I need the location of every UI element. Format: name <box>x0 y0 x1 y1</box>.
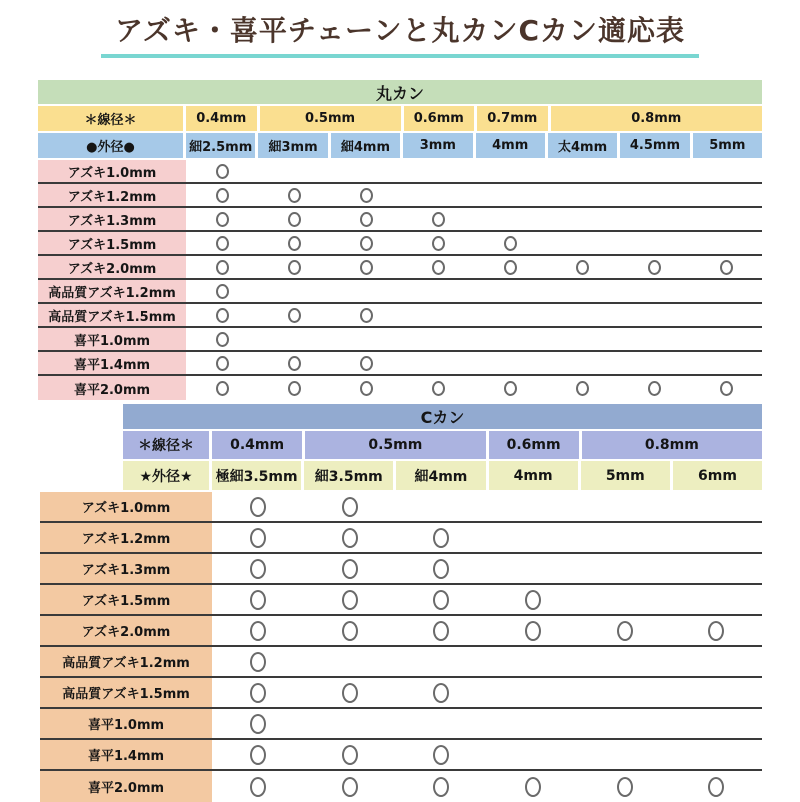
maru-chain-label: アズキ1.0mm <box>38 160 186 182</box>
c-table-row <box>40 585 762 616</box>
maru-chain-label: 高品質アズキ1.5mm <box>38 304 186 326</box>
maru-compat-cell <box>474 280 546 302</box>
c-compat-cell <box>670 771 762 802</box>
compatible-circle-icon <box>288 212 301 227</box>
c-outer-diameter-row <box>123 461 762 490</box>
c-compat-cell <box>579 585 671 614</box>
maru-compat-cell <box>474 232 546 254</box>
compatible-circle-icon <box>708 621 724 641</box>
c-outer-size-cell: 5mm <box>581 461 673 490</box>
compatible-circle-icon <box>250 528 266 548</box>
compatible-circle-icon <box>342 621 358 641</box>
c-compat-cell <box>487 771 579 802</box>
maru-compat-cell <box>258 280 330 302</box>
c-compat-cell <box>304 709 396 738</box>
c-outer-diameter-label: ★外径★ <box>123 461 212 490</box>
c-chain-label: 高品質アズキ1.5mm <box>40 678 212 707</box>
maru-compat-cell <box>618 184 690 206</box>
compatible-circle-icon <box>648 260 661 275</box>
maru-compat-cell <box>546 232 618 254</box>
maru-outer-size-cell: 3mm <box>403 133 475 158</box>
c-wire-diameter-label: ＊線径＊ <box>123 431 212 459</box>
compatible-circle-icon <box>504 236 517 251</box>
compatible-circle-icon <box>360 356 373 371</box>
c-compat-cell <box>487 616 579 645</box>
maru-outer-size-cell: 4mm <box>476 133 548 158</box>
c-compat-cell <box>212 554 304 583</box>
c-chain-label: アズキ1.3mm <box>40 554 212 583</box>
maru-table-row <box>38 232 762 256</box>
c-table-header: Cカン <box>123 404 762 429</box>
compatible-circle-icon <box>525 777 541 797</box>
compatible-circle-icon <box>250 714 266 734</box>
maru-compat-cell <box>402 304 474 326</box>
compatible-circle-icon <box>216 164 229 179</box>
c-compat-cell <box>487 740 579 769</box>
c-compat-cell <box>304 554 396 583</box>
maru-outer-diameter-row <box>38 133 762 158</box>
maru-table-row <box>38 328 762 352</box>
maru-compat-cell <box>618 256 690 278</box>
c-compat-cell <box>395 740 487 769</box>
c-chain-label: 喜平2.0mm <box>40 771 212 802</box>
c-compat-cell <box>487 492 579 521</box>
c-wire-diameter-row <box>123 431 762 459</box>
c-compat-cell <box>395 709 487 738</box>
c-chain-label: アズキ1.5mm <box>40 585 212 614</box>
compatible-circle-icon <box>216 381 229 396</box>
c-compat-cell <box>670 523 762 552</box>
maru-compat-cell <box>474 160 546 182</box>
compatible-circle-icon <box>216 308 229 323</box>
c-wire-size-cell: 0.8mm <box>582 431 762 459</box>
c-compat-cell <box>579 709 671 738</box>
c-chain-label: 喜平1.4mm <box>40 740 212 769</box>
maru-compat-cell <box>186 232 258 254</box>
maru-compat-cell <box>258 376 330 400</box>
maru-compat-cell <box>546 328 618 350</box>
maru-outer-size-cell: 細2.5mm <box>186 133 258 158</box>
compatible-circle-icon <box>250 683 266 703</box>
c-wire-size-cell: 0.6mm <box>489 431 582 459</box>
c-compat-cell <box>670 709 762 738</box>
maru-compat-cell <box>474 256 546 278</box>
compatible-circle-icon <box>250 652 266 672</box>
maru-chain-label: アズキ1.5mm <box>38 232 186 254</box>
maru-chain-label: アズキ1.2mm <box>38 184 186 206</box>
maru-compat-cell <box>186 304 258 326</box>
c-chain-label: アズキ1.2mm <box>40 523 212 552</box>
page-title: アズキ・喜平チェーンと丸カンCカン適応表 <box>101 13 699 58</box>
c-compat-cell <box>670 585 762 614</box>
maru-chain-label: 高品質アズキ1.2mm <box>38 280 186 302</box>
maru-compat-cell <box>690 256 762 278</box>
c-compat-cell <box>670 616 762 645</box>
maru-compat-cell <box>618 280 690 302</box>
maru-wire-size-cell: 0.7mm <box>477 106 551 131</box>
c-compat-cell <box>304 492 396 521</box>
maru-chain-label: アズキ2.0mm <box>38 256 186 278</box>
c-table-row <box>40 616 762 647</box>
maru-compat-cell <box>618 376 690 400</box>
compatible-circle-icon <box>525 621 541 641</box>
maru-compat-cell <box>618 160 690 182</box>
maru-compat-cell <box>258 328 330 350</box>
maru-compat-cell <box>402 184 474 206</box>
c-compat-cell <box>395 771 487 802</box>
maru-compat-cell <box>690 304 762 326</box>
c-compat-cell <box>304 678 396 707</box>
maru-compat-cell <box>618 208 690 230</box>
maru-wire-size-cell: 0.8mm <box>551 106 763 131</box>
maru-compat-cell <box>474 328 546 350</box>
maru-chain-label: 喜平1.4mm <box>38 352 186 374</box>
maru-compat-cell <box>258 352 330 374</box>
c-compat-cell <box>212 616 304 645</box>
compatible-circle-icon <box>216 212 229 227</box>
maru-chain-label: 喜平2.0mm <box>38 376 186 400</box>
maru-chain-label: 喜平1.0mm <box>38 328 186 350</box>
compatible-circle-icon <box>288 260 301 275</box>
compatible-circle-icon <box>617 777 633 797</box>
maru-compat-cell <box>546 160 618 182</box>
c-compat-cell <box>579 678 671 707</box>
maru-table-row <box>38 160 762 184</box>
c-compat-cell <box>670 740 762 769</box>
compatible-circle-icon <box>216 356 229 371</box>
c-compat-cell <box>304 771 396 802</box>
c-chain-label: アズキ1.0mm <box>40 492 212 521</box>
c-compat-cell <box>212 771 304 802</box>
compatible-circle-icon <box>720 381 733 396</box>
c-compat-cell <box>395 492 487 521</box>
c-compat-cell <box>395 678 487 707</box>
maru-compat-cell <box>330 184 402 206</box>
c-chain-label: 喜平1.0mm <box>40 709 212 738</box>
c-compat-cell <box>487 678 579 707</box>
maru-compat-cell <box>330 256 402 278</box>
c-outer-size-cell: 6mm <box>673 461 762 490</box>
c-table-row <box>40 523 762 554</box>
maru-compat-cell <box>330 328 402 350</box>
maru-compat-cell <box>402 352 474 374</box>
c-compat-cell <box>304 647 396 676</box>
compatible-circle-icon <box>576 260 589 275</box>
maru-compat-cell <box>618 352 690 374</box>
compatible-circle-icon <box>342 559 358 579</box>
c-wire-size-cell: 0.4mm <box>212 431 305 459</box>
maru-compat-cell <box>330 304 402 326</box>
maru-compat-cell <box>546 304 618 326</box>
compatible-circle-icon <box>432 212 445 227</box>
maru-compat-cell <box>474 376 546 400</box>
compatible-circle-icon <box>504 260 517 275</box>
c-table-row <box>40 740 762 771</box>
compatible-circle-icon <box>342 745 358 765</box>
maru-compat-cell <box>258 160 330 182</box>
maru-table-row <box>38 352 762 376</box>
compatible-circle-icon <box>288 188 301 203</box>
c-compat-cell <box>395 523 487 552</box>
c-table-row <box>40 492 762 523</box>
compatible-circle-icon <box>342 590 358 610</box>
compatible-circle-icon <box>342 683 358 703</box>
maru-compat-cell <box>186 208 258 230</box>
maru-compat-cell <box>690 376 762 400</box>
maru-compat-cell <box>402 208 474 230</box>
maru-outer-size-cell: 細3mm <box>258 133 330 158</box>
maru-compat-cell <box>330 280 402 302</box>
compatible-circle-icon <box>360 260 373 275</box>
c-compat-cell <box>579 492 671 521</box>
c-outer-size-cell: 細4mm <box>396 461 488 490</box>
maru-outer-diameter-label: ●外径● <box>38 133 186 158</box>
c-compat-cell <box>304 585 396 614</box>
maru-compat-cell <box>186 280 258 302</box>
maru-table-row <box>38 208 762 232</box>
c-compat-cell <box>395 647 487 676</box>
maru-compat-cell <box>402 256 474 278</box>
compatible-circle-icon <box>433 683 449 703</box>
maru-table-row <box>38 280 762 304</box>
page-header <box>0 13 800 58</box>
compatible-circle-icon <box>288 381 301 396</box>
c-compat-cell <box>487 554 579 583</box>
maru-outer-size-cell: 太4mm <box>548 133 620 158</box>
c-compat-cell <box>395 616 487 645</box>
maru-compat-cell <box>258 184 330 206</box>
compatible-circle-icon <box>720 260 733 275</box>
maru-wire-diameter-label: ＊線径＊ <box>38 106 186 131</box>
c-compat-cell <box>487 647 579 676</box>
maru-compat-cell <box>546 184 618 206</box>
maru-compat-cell <box>690 208 762 230</box>
maru-compat-cell <box>330 160 402 182</box>
compatible-circle-icon <box>360 188 373 203</box>
compatible-circle-icon <box>250 621 266 641</box>
compatible-circle-icon <box>576 381 589 396</box>
c-compat-cell <box>670 678 762 707</box>
c-table-row <box>40 709 762 740</box>
c-compat-cell <box>579 554 671 583</box>
c-compat-cell <box>395 554 487 583</box>
maru-chain-label: アズキ1.3mm <box>38 208 186 230</box>
maru-compat-cell <box>690 232 762 254</box>
maru-compat-cell <box>690 280 762 302</box>
c-compat-cell <box>579 771 671 802</box>
maru-table-row <box>38 376 762 400</box>
maru-wire-size-cell: 0.5mm <box>260 106 404 131</box>
maru-compat-cell <box>258 304 330 326</box>
maru-table-row <box>38 184 762 208</box>
compatible-circle-icon <box>342 497 358 517</box>
compatible-circle-icon <box>216 284 229 299</box>
maru-compat-cell <box>618 328 690 350</box>
c-compat-cell <box>487 585 579 614</box>
c-compat-cell <box>212 492 304 521</box>
compatible-circle-icon <box>432 236 445 251</box>
c-compat-cell <box>212 647 304 676</box>
c-chain-label: アズキ2.0mm <box>40 616 212 645</box>
maru-outer-size-cell: 5mm <box>693 133 762 158</box>
maru-compat-cell <box>330 352 402 374</box>
maru-wire-size-cell: 0.6mm <box>404 106 478 131</box>
c-compat-cell <box>304 616 396 645</box>
maru-compat-cell <box>258 232 330 254</box>
c-compat-cell <box>212 523 304 552</box>
c-table-row <box>40 678 762 709</box>
maru-compat-cell <box>402 232 474 254</box>
compatible-circle-icon <box>433 777 449 797</box>
compatible-circle-icon <box>360 212 373 227</box>
maru-compat-cell <box>618 304 690 326</box>
maru-compat-cell <box>546 376 618 400</box>
maru-compat-cell <box>186 256 258 278</box>
c-compat-cell <box>212 678 304 707</box>
c-table-row <box>40 647 762 678</box>
maru-table-row <box>38 304 762 328</box>
c-wire-size-cell: 0.5mm <box>305 431 488 459</box>
compatible-circle-icon <box>288 308 301 323</box>
maru-compat-cell <box>690 184 762 206</box>
maru-compat-cell <box>546 280 618 302</box>
compatible-circle-icon <box>648 381 661 396</box>
compatible-circle-icon <box>433 559 449 579</box>
maru-compat-cell <box>186 328 258 350</box>
compatible-circle-icon <box>288 356 301 371</box>
c-chain-label: 高品質アズキ1.2mm <box>40 647 212 676</box>
compatible-circle-icon <box>433 621 449 641</box>
maru-compat-cell <box>402 376 474 400</box>
c-compat-cell <box>579 523 671 552</box>
maru-compat-cell <box>402 328 474 350</box>
compatible-circle-icon <box>288 236 301 251</box>
maru-outer-size-cell: 4.5mm <box>620 133 692 158</box>
compatible-circle-icon <box>216 260 229 275</box>
compatible-circle-icon <box>525 590 541 610</box>
c-compat-cell <box>304 523 396 552</box>
compatible-circle-icon <box>432 381 445 396</box>
c-compat-cell <box>579 740 671 769</box>
c-compat-cell <box>670 554 762 583</box>
c-compat-cell <box>579 647 671 676</box>
maru-compat-cell <box>690 352 762 374</box>
compatible-circle-icon <box>617 621 633 641</box>
c-compat-cell <box>670 647 762 676</box>
maru-compat-cell <box>330 232 402 254</box>
c-compat-cell <box>487 523 579 552</box>
maru-compat-cell <box>546 208 618 230</box>
maru-kan-table <box>38 80 762 400</box>
c-compat-cell <box>304 740 396 769</box>
compatible-circle-icon <box>360 236 373 251</box>
c-compat-cell <box>212 740 304 769</box>
maru-compat-cell <box>186 160 258 182</box>
maru-wire-size-cell: 0.4mm <box>186 106 260 131</box>
maru-compat-cell <box>186 376 258 400</box>
maru-table-header: 丸カン <box>38 80 762 104</box>
maru-outer-size-cell: 細4mm <box>331 133 403 158</box>
c-table-row <box>40 771 762 802</box>
c-compat-cell <box>212 709 304 738</box>
c-compat-cell <box>212 585 304 614</box>
maru-compat-cell <box>258 208 330 230</box>
compatible-circle-icon <box>504 381 517 396</box>
maru-table-row <box>38 256 762 280</box>
compatible-circle-icon <box>433 745 449 765</box>
c-compat-cell <box>579 616 671 645</box>
maru-compat-cell <box>330 376 402 400</box>
compatible-circle-icon <box>250 777 266 797</box>
maru-compat-cell <box>258 256 330 278</box>
compatible-circle-icon <box>342 777 358 797</box>
compatible-circle-icon <box>433 528 449 548</box>
maru-compat-cell <box>690 328 762 350</box>
c-outer-size-cell: 細3.5mm <box>304 461 396 490</box>
compatible-circle-icon <box>216 236 229 251</box>
maru-compat-cell <box>402 280 474 302</box>
compatible-circle-icon <box>250 745 266 765</box>
maru-compat-cell <box>618 232 690 254</box>
maru-compat-cell <box>186 352 258 374</box>
compatible-circle-icon <box>432 260 445 275</box>
compatible-circle-icon <box>708 777 724 797</box>
compatible-circle-icon <box>216 332 229 347</box>
compatible-circle-icon <box>342 528 358 548</box>
c-compat-cell <box>395 585 487 614</box>
maru-compat-cell <box>474 208 546 230</box>
compatible-circle-icon <box>250 559 266 579</box>
maru-compat-cell <box>690 160 762 182</box>
compatible-circle-icon <box>360 381 373 396</box>
compatible-circle-icon <box>360 308 373 323</box>
maru-compat-cell <box>546 352 618 374</box>
maru-compat-cell <box>546 256 618 278</box>
maru-compat-cell <box>402 160 474 182</box>
maru-compat-cell <box>474 184 546 206</box>
c-outer-size-cell: 4mm <box>489 461 581 490</box>
c-outer-size-cell: 極細3.5mm <box>212 461 304 490</box>
compatible-circle-icon <box>250 497 266 517</box>
maru-compat-cell <box>186 184 258 206</box>
maru-compat-cell <box>474 352 546 374</box>
compatible-circle-icon <box>433 590 449 610</box>
c-compat-cell <box>670 492 762 521</box>
compatible-circle-icon <box>216 188 229 203</box>
c-table-row <box>40 554 762 585</box>
maru-compat-cell <box>330 208 402 230</box>
c-compat-cell <box>487 709 579 738</box>
maru-wire-diameter-row <box>38 106 762 131</box>
compatible-circle-icon <box>250 590 266 610</box>
c-kan-table <box>40 404 762 802</box>
maru-compat-cell <box>474 304 546 326</box>
